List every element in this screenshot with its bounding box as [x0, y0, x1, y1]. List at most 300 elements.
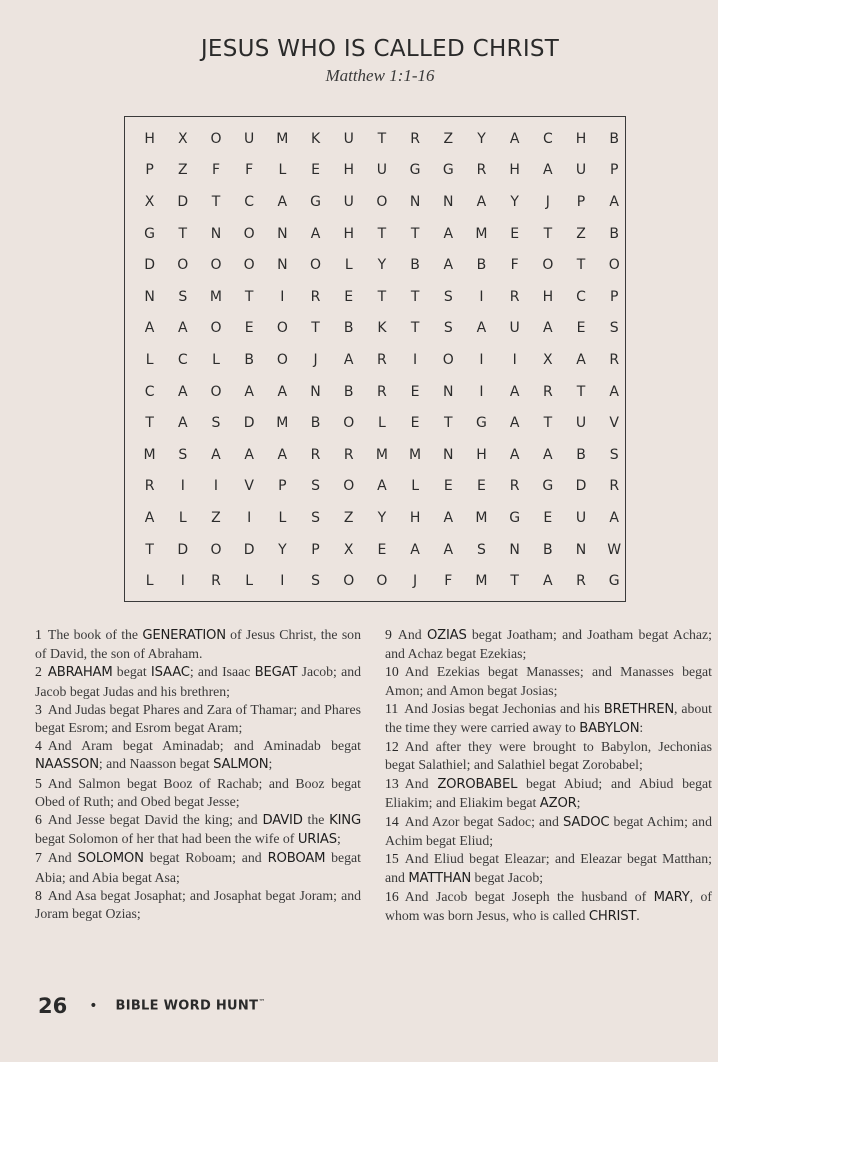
- grid-letter: B: [543, 541, 553, 558]
- verse-text: :: [639, 720, 644, 736]
- grid-letter: Y: [477, 130, 486, 147]
- grid-letter: H: [343, 162, 354, 179]
- grid-letter: S: [178, 288, 188, 305]
- grid-letter: B: [576, 446, 586, 463]
- hidden-word-keyword: SALMON: [213, 757, 269, 773]
- grid-letter: N: [277, 257, 288, 274]
- grid-letter: M: [276, 130, 289, 147]
- hidden-word-keyword: NAASSON: [35, 757, 99, 773]
- grid-letter: E: [510, 225, 520, 242]
- verse-text: The book of the: [47, 627, 143, 642]
- bullet-separator: •: [89, 998, 98, 1014]
- verse-text: begat Roboam; and: [143, 850, 268, 866]
- grid-letter: R: [410, 130, 420, 147]
- grid-letter: U: [343, 193, 354, 210]
- verse: [35, 626, 361, 663]
- verse-text: And: [47, 850, 78, 866]
- grid-letter: H: [575, 130, 587, 147]
- grid-letter: H: [542, 288, 554, 305]
- grid-letter: A: [343, 351, 354, 368]
- grid-letter: A: [310, 225, 321, 242]
- hidden-word-keyword: SADOC: [563, 815, 610, 831]
- grid-letter: O: [376, 193, 388, 210]
- grid-letter: G: [608, 573, 620, 590]
- grid-letter: O: [177, 257, 189, 274]
- grid-letter: G: [509, 509, 521, 526]
- grid-letter: T: [410, 225, 420, 242]
- grid-letter: M: [475, 573, 488, 590]
- grid-letter: I: [180, 478, 185, 495]
- grid-letter: T: [576, 257, 586, 274]
- grid-letter: A: [244, 446, 254, 463]
- grid-letter: G: [442, 162, 454, 179]
- grid-letter: E: [410, 415, 420, 432]
- grid-letter: P: [609, 288, 619, 305]
- grid-letter: X: [177, 130, 188, 147]
- grid-letter: C: [576, 288, 586, 305]
- hidden-word-keyword: BABYLON: [579, 721, 640, 737]
- grid-letter: V: [244, 478, 254, 495]
- verse-number: 6: [35, 812, 42, 828]
- hidden-word-keyword: ABRAHAM: [47, 665, 113, 681]
- grid-letter: K: [377, 320, 387, 337]
- grid-letter: O: [210, 383, 222, 400]
- verse: [385, 850, 712, 887]
- grid-letter: B: [410, 257, 420, 274]
- grid-letter: A: [509, 383, 520, 400]
- grid-letter: R: [576, 573, 586, 590]
- book-title-text: BIBLE WORD HUNT: [115, 998, 259, 1014]
- grid-letter: C: [542, 130, 553, 147]
- grid-letter: S: [311, 478, 320, 495]
- hidden-word-keyword: MARY: [653, 889, 690, 905]
- verse-text: ;: [336, 831, 341, 847]
- verse-text: And after they were brought to Babylon, Jechonias begat Salathiel; and Salathiel begat Zorobabel;: [385, 739, 712, 773]
- page-number: 26: [38, 994, 68, 1018]
- grid-letter: O: [542, 257, 554, 274]
- grid-letter: R: [377, 383, 387, 400]
- grid-letter: B: [343, 383, 354, 400]
- grid-letter: I: [479, 383, 484, 400]
- grid-letter: N: [443, 383, 454, 400]
- grid-letter: D: [243, 415, 255, 432]
- grid-letter: R: [211, 573, 221, 590]
- grid-letter: O: [310, 257, 322, 274]
- grid-letter: Z: [343, 509, 354, 526]
- grid-letter: N: [277, 225, 288, 242]
- grid-letter: D: [177, 193, 189, 210]
- verse-text: And Asa begat Josaphat; and Josaphat begat Joram; and Joram begat Ozias;: [35, 887, 361, 922]
- grid-letter: E: [244, 320, 254, 337]
- grid-letter: N: [144, 288, 155, 305]
- grid-letter: T: [377, 130, 387, 147]
- grid-letter: A: [576, 351, 586, 368]
- grid-letter: O: [276, 351, 288, 368]
- verse-text: .: [636, 908, 640, 924]
- grid-letter: K: [310, 130, 321, 147]
- verse-text: ;: [576, 794, 581, 810]
- verse-number: 3: [35, 701, 42, 717]
- grid-letter: B: [609, 225, 620, 242]
- grid-letter: O: [210, 320, 222, 337]
- grid-letter: T: [211, 193, 221, 210]
- grid-letter: R: [609, 351, 620, 368]
- grid-letter: I: [180, 573, 185, 590]
- grid-letter: B: [476, 257, 487, 274]
- grid-letter: R: [509, 478, 520, 495]
- verses-column-right: [385, 626, 712, 926]
- grid-letter: D: [177, 541, 189, 558]
- word-search-grid: [124, 116, 626, 602]
- grid-letter: O: [210, 130, 222, 147]
- verse-number: 5: [35, 775, 42, 791]
- verse-text: , of whom was born Jesus, who is called: [385, 888, 712, 924]
- grid-letter: H: [343, 225, 354, 242]
- verse-text: of Jesus Christ, the son of David, the son of Abraham.: [35, 627, 361, 662]
- grid-letter: G: [144, 225, 156, 242]
- verse-text: begat Jacob;: [471, 869, 544, 885]
- verse-text: begat Abiud; and Abiud begat Eliakim; and Eliakim begat: [385, 775, 712, 810]
- verse-text: Jacob; and Jacob begat Judas and his brethren;: [35, 664, 361, 699]
- grid-letter: F: [510, 257, 519, 274]
- grid-letter: O: [210, 257, 222, 274]
- grid-letter: S: [609, 446, 619, 463]
- grid-letter: P: [278, 478, 287, 495]
- grid-letter: A: [277, 446, 288, 463]
- grid-letter: P: [145, 162, 154, 179]
- verse-text: And Jesse begat David the king; and: [47, 812, 263, 828]
- grid-letter: H: [476, 446, 487, 463]
- verse-number: 4: [35, 738, 42, 754]
- letter-grid: [133, 123, 631, 597]
- grid-letter: A: [543, 446, 553, 463]
- grid-letter: B: [609, 130, 620, 147]
- grid-letter: A: [609, 383, 619, 400]
- grid-letter: U: [575, 415, 587, 432]
- verse-text: And Eliud begat Eleazar; and Eleazar begat Matthan; and: [385, 851, 712, 885]
- grid-letter: M: [143, 446, 156, 463]
- verse-number: 11: [385, 700, 399, 716]
- grid-letter: T: [444, 415, 453, 432]
- grid-letter: F: [245, 162, 254, 179]
- grid-letter: A: [177, 383, 188, 400]
- grid-letter: N: [509, 541, 520, 558]
- grid-letter: T: [244, 288, 254, 305]
- grid-letter: S: [178, 446, 188, 463]
- grid-letter: Z: [443, 130, 454, 147]
- verse-number: 10: [385, 664, 399, 680]
- grid-letter: R: [144, 478, 155, 495]
- grid-letter: U: [575, 509, 587, 526]
- grid-letter: G: [310, 193, 321, 210]
- grid-letter: S: [443, 320, 453, 337]
- grid-letter: A: [509, 130, 520, 147]
- grid-letter: I: [213, 478, 219, 495]
- grid-letter: A: [543, 573, 553, 590]
- grid-letter: I: [280, 573, 285, 590]
- grid-letter: A: [144, 509, 155, 526]
- grid-letter: T: [410, 320, 420, 337]
- verse-number: 1: [35, 627, 42, 642]
- grid-letter: O: [210, 541, 222, 558]
- verse-text: And Jacob begat Joseph the husband of: [404, 888, 654, 904]
- grid-letter: H: [144, 130, 155, 147]
- grid-letter: R: [377, 351, 387, 368]
- verse: [385, 813, 712, 850]
- grid-letter: I: [247, 509, 252, 526]
- grid-letter: R: [310, 288, 321, 305]
- grid-letter: I: [512, 351, 517, 368]
- hidden-word-keyword: OZIAS: [426, 628, 467, 643]
- grid-letter: S: [211, 415, 221, 432]
- grid-letter: B: [244, 351, 254, 368]
- verse-text: , about the time they were carried away to: [385, 700, 712, 736]
- grid-letter: I: [479, 351, 484, 368]
- grid-letter: L: [212, 351, 220, 368]
- grid-letter: P: [311, 541, 320, 558]
- grid-letter: N: [310, 383, 321, 400]
- verse-text: And Aram begat Aminadab; and Aminadab begat: [47, 738, 361, 754]
- verse: [385, 700, 712, 738]
- grid-letter: U: [343, 130, 354, 147]
- grid-letter: W: [607, 541, 622, 558]
- verse-text: the: [302, 812, 330, 828]
- hidden-word-keyword: AZOR: [539, 795, 577, 811]
- grid-letter: D: [144, 257, 155, 274]
- verse: [35, 775, 361, 811]
- grid-letter: A: [277, 193, 288, 210]
- grid-letter: J: [545, 193, 550, 210]
- grid-letter: T: [377, 288, 387, 305]
- grid-letter: O: [442, 351, 454, 368]
- verse-number: 15: [385, 851, 399, 867]
- grid-letter: A: [543, 162, 553, 179]
- grid-letter: U: [376, 162, 388, 179]
- verses-column-left: [35, 626, 361, 923]
- verse: [35, 849, 361, 886]
- verse: [385, 775, 712, 813]
- verse-text: ; and Isaac: [189, 664, 255, 680]
- grid-letter: E: [410, 383, 420, 400]
- grid-letter: T: [377, 225, 387, 242]
- grid-letter: A: [443, 225, 454, 242]
- verse-text: And: [404, 775, 438, 791]
- grid-letter: O: [243, 257, 255, 274]
- grid-letter: L: [411, 478, 419, 495]
- grid-letter: A: [177, 415, 188, 432]
- hidden-word-keyword: BEGAT: [254, 665, 298, 681]
- verse-number: 14: [385, 814, 399, 830]
- grid-letter: C: [244, 193, 255, 210]
- grid-letter: T: [543, 415, 553, 432]
- grid-letter: A: [244, 383, 254, 400]
- grid-letter: M: [375, 446, 388, 463]
- hidden-word-keyword: CHRIST: [588, 909, 637, 925]
- grid-letter: O: [376, 573, 388, 590]
- verse-text: begat Abia; and Abia begat Asa;: [35, 850, 362, 885]
- grid-letter: L: [178, 509, 187, 526]
- verse-text: ; and Naasson begat: [98, 756, 214, 772]
- grid-letter: O: [608, 257, 620, 274]
- grid-letter: E: [344, 288, 354, 305]
- grid-letter: M: [209, 288, 223, 305]
- grid-letter: T: [178, 225, 188, 242]
- grid-letter: Z: [211, 509, 221, 526]
- verse: [385, 626, 712, 663]
- verse-text: And: [397, 627, 427, 642]
- hidden-word-keyword: ZOROBABEL: [437, 776, 518, 792]
- grid-letter: E: [477, 478, 486, 495]
- grid-letter: C: [177, 351, 188, 368]
- grid-letter: T: [145, 415, 154, 432]
- grid-letter: M: [475, 509, 488, 526]
- grid-letter: N: [443, 446, 454, 463]
- hidden-word-keyword: ROBOAM: [267, 851, 326, 867]
- grid-letter: M: [475, 225, 488, 242]
- grid-letter: S: [477, 541, 486, 558]
- grid-letter: P: [609, 162, 619, 179]
- grid-letter: A: [509, 446, 520, 463]
- verse: [35, 737, 361, 774]
- grid-letter: U: [244, 130, 255, 147]
- grid-letter: T: [510, 573, 519, 590]
- grid-letter: F: [211, 162, 220, 179]
- grid-letter: R: [509, 288, 520, 305]
- grid-letter: J: [313, 351, 318, 368]
- page-footer: [38, 994, 266, 1018]
- grid-letter: N: [210, 225, 222, 242]
- hidden-word-keyword: URIAS: [297, 832, 337, 848]
- grid-letter: A: [476, 193, 487, 210]
- grid-letter: O: [343, 573, 355, 590]
- grid-letter: X: [343, 541, 354, 558]
- grid-letter: T: [311, 320, 320, 337]
- grid-letter: P: [576, 193, 586, 210]
- grid-letter: E: [543, 509, 553, 526]
- verse-number: 16: [385, 888, 399, 904]
- verse-number: 13: [385, 775, 399, 791]
- trademark-symbol: ™: [258, 998, 266, 1007]
- grid-letter: S: [311, 509, 320, 526]
- grid-letter: R: [310, 446, 321, 463]
- grid-letter: A: [443, 257, 454, 274]
- grid-letter: M: [276, 415, 289, 432]
- grid-letter: I: [280, 288, 285, 305]
- verse-text: ;: [268, 756, 273, 772]
- grid-letter: R: [343, 446, 354, 463]
- grid-letter: X: [543, 351, 553, 368]
- verse: [385, 663, 712, 699]
- hidden-word-keyword: BRETHREN: [603, 701, 675, 717]
- grid-letter: G: [542, 478, 554, 495]
- grid-letter: Z: [177, 162, 188, 179]
- grid-letter: E: [311, 162, 320, 179]
- verse: [385, 738, 712, 774]
- verse: [35, 887, 361, 923]
- grid-letter: C: [144, 383, 155, 400]
- grid-letter: A: [144, 320, 155, 337]
- verse: [385, 888, 712, 926]
- grid-letter: N: [575, 541, 587, 558]
- hidden-word-keyword: DAVID: [262, 813, 303, 829]
- puzzle-title: JESUS WHO IS CALLED CHRIST: [200, 36, 560, 62]
- grid-letter: I: [413, 351, 418, 368]
- grid-letter: G: [409, 162, 421, 179]
- verse-text: And Josias begat Jechonias and his: [404, 700, 604, 716]
- grid-letter: A: [609, 193, 619, 210]
- verse-text: And Ezekias begat Manasses; and Manasses begat Amon; and Amon begat Josias;: [385, 664, 712, 698]
- grid-letter: M: [409, 446, 422, 463]
- verse-text: begat: [112, 664, 151, 680]
- grid-letter: S: [443, 288, 453, 305]
- verse-text: begat Joatham; and Joatham begat Achaz; and Achaz begat Ezekias;: [385, 627, 712, 662]
- grid-letter: A: [476, 320, 487, 337]
- grid-letter: A: [410, 541, 420, 558]
- grid-letter: R: [542, 383, 553, 400]
- grid-letter: R: [476, 162, 487, 179]
- verse-number: 2: [35, 664, 42, 680]
- grid-letter: A: [377, 478, 387, 495]
- grid-letter: G: [476, 415, 487, 432]
- grid-letter: Y: [510, 193, 519, 210]
- verse: [35, 663, 361, 700]
- scripture-reference: Matthew 1:1-16: [325, 66, 435, 85]
- grid-letter: T: [543, 225, 553, 242]
- verse-text: And Azor begat Sadoc; and: [404, 814, 563, 830]
- grid-letter: Z: [576, 225, 586, 242]
- grid-letter: U: [575, 162, 587, 179]
- grid-letter: A: [443, 541, 454, 558]
- verse-number: 9: [385, 627, 392, 642]
- grid-letter: O: [243, 225, 255, 242]
- grid-letter: O: [276, 320, 288, 337]
- grid-letter: D: [575, 478, 587, 495]
- verse-number: 8: [35, 887, 42, 903]
- grid-letter: A: [509, 415, 520, 432]
- verse: [35, 701, 361, 737]
- grid-letter: L: [278, 162, 287, 179]
- grid-letter: Y: [377, 257, 387, 274]
- hidden-word-keyword: ISAAC: [150, 665, 190, 681]
- grid-letter: A: [177, 320, 188, 337]
- book-title: [116, 998, 266, 1013]
- grid-letter: B: [310, 415, 321, 432]
- grid-letter: L: [245, 573, 254, 590]
- grid-letter: U: [509, 320, 520, 337]
- verse-number: 7: [35, 850, 42, 866]
- grid-letter: F: [444, 573, 453, 590]
- grid-letter: B: [343, 320, 354, 337]
- grid-letter: O: [343, 415, 355, 432]
- grid-letter: A: [609, 509, 619, 526]
- grid-letter: X: [144, 193, 155, 210]
- grid-letter: A: [443, 509, 454, 526]
- grid-letter: S: [609, 320, 619, 337]
- grid-letter: T: [410, 288, 420, 305]
- verse-text: begat Achim; and Achim begat Eliud;: [385, 814, 712, 849]
- grid-letter: T: [145, 541, 154, 558]
- verse-number: 12: [385, 739, 399, 755]
- verse: [35, 811, 361, 849]
- grid-letter: Y: [278, 541, 287, 558]
- hidden-word-keyword: GENERATION: [142, 628, 226, 643]
- grid-letter: L: [278, 509, 287, 526]
- grid-letter: Y: [377, 509, 387, 526]
- grid-letter: A: [277, 383, 288, 400]
- grid-letter: H: [409, 509, 421, 526]
- hidden-word-keyword: KING: [329, 813, 361, 829]
- grid-letter: E: [576, 320, 586, 337]
